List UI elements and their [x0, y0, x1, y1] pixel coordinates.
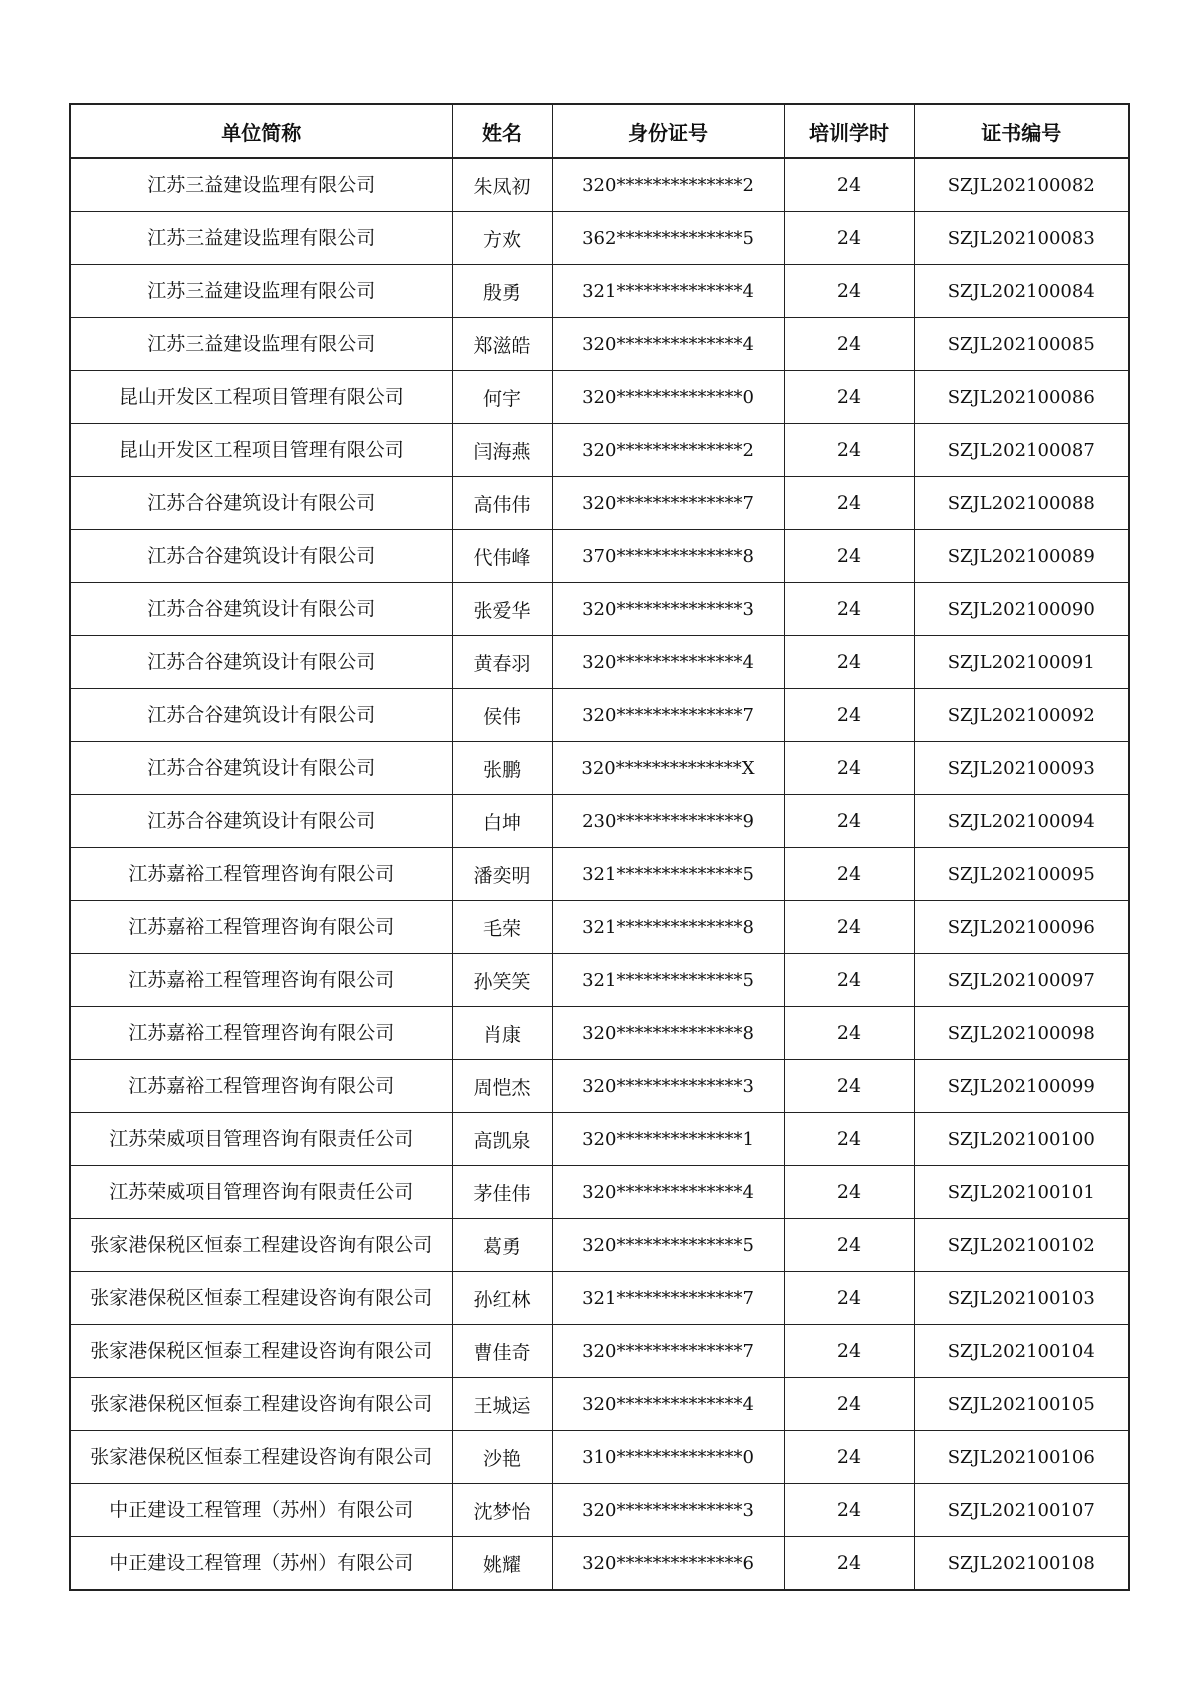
table-row: [70, 1219, 1129, 1272]
table-row: [70, 1378, 1129, 1431]
name-cell: 黄春羽: [452, 636, 552, 689]
training-hours-cell: 24: [784, 530, 914, 583]
training-hours-cell: 24: [784, 1431, 914, 1484]
name-cell: 曹佳奇: [452, 1325, 552, 1378]
table-row: [70, 1113, 1129, 1166]
unit-cell: 张家港保税区恒泰工程建设咨询有限公司: [70, 1431, 452, 1484]
name-cell: 张鹏: [452, 742, 552, 795]
table-row: [70, 636, 1129, 689]
name-cell: 茅佳伟: [452, 1166, 552, 1219]
training-hours-cell: 24: [784, 1484, 914, 1537]
name-cell: 周恺杰: [452, 1060, 552, 1113]
training-hours-cell: 24: [784, 689, 914, 742]
id-number-cell: 321**************5: [552, 954, 784, 1007]
id-number-cell: 320**************2: [552, 424, 784, 477]
name-cell: 高凯泉: [452, 1113, 552, 1166]
training-hours-cell: 24: [784, 583, 914, 636]
certificate-number-cell: SZJL202100100: [914, 1113, 1129, 1166]
training-hours-cell: 24: [784, 848, 914, 901]
unit-cell: 张家港保税区恒泰工程建设咨询有限公司: [70, 1219, 452, 1272]
certificate-number-cell: SZJL202100089: [914, 530, 1129, 583]
name-cell: 葛勇: [452, 1219, 552, 1272]
certificate-number-cell: SZJL202100086: [914, 371, 1129, 424]
table-body: [70, 158, 1129, 1590]
table-row: [70, 1272, 1129, 1325]
unit-cell: 中正建设工程管理（苏州）有限公司: [70, 1537, 452, 1591]
training-hours-cell: 24: [784, 1166, 914, 1219]
training-hours-cell: 24: [784, 795, 914, 848]
id-number-cell: 370**************8: [552, 530, 784, 583]
unit-cell: 张家港保税区恒泰工程建设咨询有限公司: [70, 1272, 452, 1325]
unit-cell: 江苏合谷建筑设计有限公司: [70, 742, 452, 795]
id-number-cell: 320**************4: [552, 1166, 784, 1219]
unit-cell: 江苏嘉裕工程管理咨询有限公司: [70, 848, 452, 901]
training-hours-cell: 24: [784, 265, 914, 318]
unit-cell: 江苏三益建设监理有限公司: [70, 265, 452, 318]
id-number-cell: 310**************0: [552, 1431, 784, 1484]
id-number-cell: 320**************3: [552, 1060, 784, 1113]
table-row: [70, 318, 1129, 371]
training-hours-cell: 24: [784, 901, 914, 954]
id-number-cell: 321**************5: [552, 848, 784, 901]
unit-cell: 江苏合谷建筑设计有限公司: [70, 689, 452, 742]
table-row: [70, 477, 1129, 530]
table-row: [70, 158, 1129, 212]
name-cell: 沙艳: [452, 1431, 552, 1484]
certificate-number-cell: SZJL202100096: [914, 901, 1129, 954]
unit-cell: 江苏嘉裕工程管理咨询有限公司: [70, 954, 452, 1007]
certificate-number-cell: SZJL202100105: [914, 1378, 1129, 1431]
id-number-cell: 320**************7: [552, 1325, 784, 1378]
table-row: [70, 848, 1129, 901]
training-hours-cell: 24: [784, 636, 914, 689]
certificate-number-cell: SZJL202100088: [914, 477, 1129, 530]
id-number-cell: 320**************7: [552, 477, 784, 530]
table-row: [70, 583, 1129, 636]
table-row: [70, 1325, 1129, 1378]
name-cell: 方欢: [452, 212, 552, 265]
id-number-cell: 320**************4: [552, 1378, 784, 1431]
header-id-number: 身份证号: [552, 104, 784, 158]
id-number-cell: 320**************3: [552, 1484, 784, 1537]
table-row: [70, 1060, 1129, 1113]
unit-cell: 江苏合谷建筑设计有限公司: [70, 636, 452, 689]
id-number-cell: 321**************7: [552, 1272, 784, 1325]
header-name: 姓名: [452, 104, 552, 158]
certificate-number-cell: SZJL202100092: [914, 689, 1129, 742]
unit-cell: 江苏嘉裕工程管理咨询有限公司: [70, 1060, 452, 1113]
certificate-number-cell: SZJL202100085: [914, 318, 1129, 371]
id-number-cell: 320**************3: [552, 583, 784, 636]
name-cell: 白坤: [452, 795, 552, 848]
training-hours-cell: 24: [784, 477, 914, 530]
training-hours-cell: 24: [784, 158, 914, 212]
table-row: [70, 1166, 1129, 1219]
certificate-number-cell: SZJL202100102: [914, 1219, 1129, 1272]
training-hours-cell: 24: [784, 1007, 914, 1060]
name-cell: 潘奕明: [452, 848, 552, 901]
certificate-number-cell: SZJL202100084: [914, 265, 1129, 318]
unit-cell: 江苏合谷建筑设计有限公司: [70, 795, 452, 848]
header-training-hours: 培训学时: [784, 104, 914, 158]
table-row: [70, 1537, 1129, 1591]
unit-cell: 昆山开发区工程项目管理有限公司: [70, 424, 452, 477]
certificate-number-cell: SZJL202100093: [914, 742, 1129, 795]
training-hours-cell: 24: [784, 742, 914, 795]
table-row: [70, 795, 1129, 848]
name-cell: 孙笑笑: [452, 954, 552, 1007]
unit-cell: 江苏嘉裕工程管理咨询有限公司: [70, 901, 452, 954]
unit-cell: 江苏合谷建筑设计有限公司: [70, 530, 452, 583]
id-number-cell: 320**************8: [552, 1007, 784, 1060]
certificate-number-cell: SZJL202100090: [914, 583, 1129, 636]
certificate-number-cell: SZJL202100098: [914, 1007, 1129, 1060]
table-row: [70, 265, 1129, 318]
certificate-number-cell: SZJL202100087: [914, 424, 1129, 477]
training-hours-cell: 24: [784, 424, 914, 477]
unit-cell: 江苏合谷建筑设计有限公司: [70, 583, 452, 636]
unit-cell: 中正建设工程管理（苏州）有限公司: [70, 1484, 452, 1537]
name-cell: 沈梦怡: [452, 1484, 552, 1537]
name-cell: 闫海燕: [452, 424, 552, 477]
training-hours-cell: 24: [784, 1325, 914, 1378]
header-unit: 单位简称: [70, 104, 452, 158]
unit-cell: 昆山开发区工程项目管理有限公司: [70, 371, 452, 424]
table-row: [70, 212, 1129, 265]
id-number-cell: 320**************1: [552, 1113, 784, 1166]
certificate-number-cell: SZJL202100107: [914, 1484, 1129, 1537]
training-hours-cell: 24: [784, 1272, 914, 1325]
unit-cell: 江苏三益建设监理有限公司: [70, 212, 452, 265]
name-cell: 殷勇: [452, 265, 552, 318]
id-number-cell: 320**************4: [552, 318, 784, 371]
table-row: [70, 901, 1129, 954]
id-number-cell: 320**************4: [552, 636, 784, 689]
header-row: [70, 104, 1129, 158]
certificate-number-cell: SZJL202100094: [914, 795, 1129, 848]
id-number-cell: 320**************7: [552, 689, 784, 742]
table-row: [70, 530, 1129, 583]
name-cell: 姚耀: [452, 1537, 552, 1591]
unit-cell: 张家港保税区恒泰工程建设咨询有限公司: [70, 1325, 452, 1378]
training-hours-cell: 24: [784, 1113, 914, 1166]
id-number-cell: 321**************8: [552, 901, 784, 954]
id-number-cell: 320**************2: [552, 158, 784, 212]
id-number-cell: 320**************5: [552, 1219, 784, 1272]
table-row: [70, 371, 1129, 424]
id-number-cell: 362**************5: [552, 212, 784, 265]
id-number-cell: 320**************X: [552, 742, 784, 795]
certificate-number-cell: SZJL202100097: [914, 954, 1129, 1007]
id-number-cell: 320**************6: [552, 1537, 784, 1591]
certificate-number-cell: SZJL202100095: [914, 848, 1129, 901]
table-row: [70, 1431, 1129, 1484]
name-cell: 郑滋皓: [452, 318, 552, 371]
training-hours-cell: 24: [784, 371, 914, 424]
training-certificate-table: [69, 103, 1130, 1591]
certificate-number-cell: SZJL202100103: [914, 1272, 1129, 1325]
table-row: [70, 1007, 1129, 1060]
certificate-number-cell: SZJL202100104: [914, 1325, 1129, 1378]
id-number-cell: 320**************0: [552, 371, 784, 424]
table-row: [70, 424, 1129, 477]
training-hours-cell: 24: [784, 1378, 914, 1431]
name-cell: 侯伟: [452, 689, 552, 742]
name-cell: 代伟峰: [452, 530, 552, 583]
unit-cell: 江苏三益建设监理有限公司: [70, 158, 452, 212]
name-cell: 张爱华: [452, 583, 552, 636]
training-hours-cell: 24: [784, 212, 914, 265]
unit-cell: 江苏嘉裕工程管理咨询有限公司: [70, 1007, 452, 1060]
name-cell: 毛荣: [452, 901, 552, 954]
training-hours-cell: 24: [784, 1537, 914, 1591]
certificate-number-cell: SZJL202100099: [914, 1060, 1129, 1113]
certificate-number-cell: SZJL202100082: [914, 158, 1129, 212]
table-row: [70, 954, 1129, 1007]
id-number-cell: 321**************4: [552, 265, 784, 318]
table-row: [70, 689, 1129, 742]
name-cell: 何宇: [452, 371, 552, 424]
training-hours-cell: 24: [784, 954, 914, 1007]
name-cell: 朱凤初: [452, 158, 552, 212]
unit-cell: 江苏荣威项目管理咨询有限责任公司: [70, 1166, 452, 1219]
unit-cell: 江苏三益建设监理有限公司: [70, 318, 452, 371]
name-cell: 王城运: [452, 1378, 552, 1431]
certificate-number-cell: SZJL202100091: [914, 636, 1129, 689]
unit-cell: 张家港保税区恒泰工程建设咨询有限公司: [70, 1378, 452, 1431]
training-hours-cell: 24: [784, 318, 914, 371]
certificate-number-cell: SZJL202100083: [914, 212, 1129, 265]
header-certificate-number: 证书编号: [914, 104, 1129, 158]
id-number-cell: 230**************9: [552, 795, 784, 848]
table-row: [70, 1484, 1129, 1537]
name-cell: 高伟伟: [452, 477, 552, 530]
certificate-number-cell: SZJL202100106: [914, 1431, 1129, 1484]
unit-cell: 江苏荣威项目管理咨询有限责任公司: [70, 1113, 452, 1166]
unit-cell: 江苏合谷建筑设计有限公司: [70, 477, 452, 530]
training-hours-cell: 24: [784, 1219, 914, 1272]
training-hours-cell: 24: [784, 1060, 914, 1113]
table-row: [70, 742, 1129, 795]
certificate-number-cell: SZJL202100108: [914, 1537, 1129, 1591]
name-cell: 肖康: [452, 1007, 552, 1060]
name-cell: 孙红林: [452, 1272, 552, 1325]
certificate-number-cell: SZJL202100101: [914, 1166, 1129, 1219]
